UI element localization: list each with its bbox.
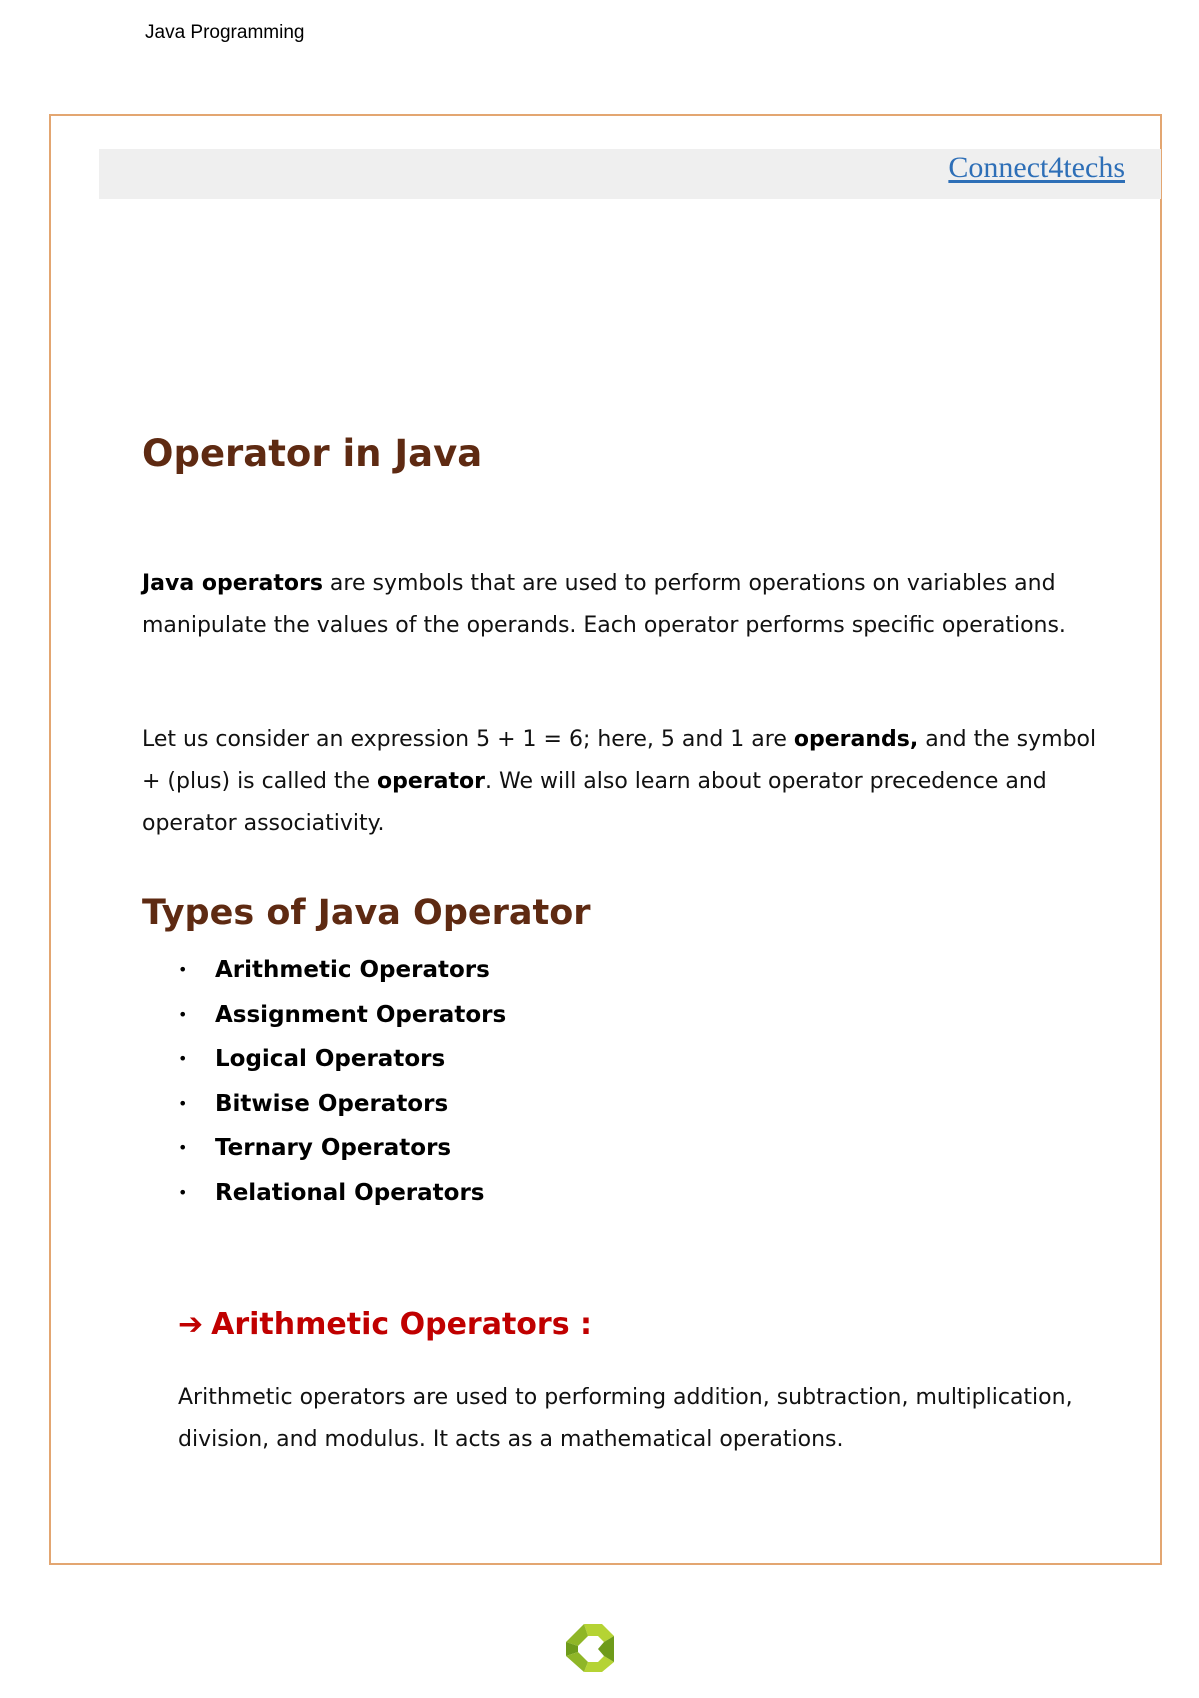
site-banner <box>99 149 1161 199</box>
bullet-icon: • <box>178 1182 188 1202</box>
list-item-label: Ternary Operators <box>215 1135 452 1162</box>
list-item-label: Bitwise Operators <box>215 1090 449 1117</box>
intro-paragraph <box>142 563 1102 647</box>
arithmetic-heading <box>178 1307 592 1342</box>
example-paragraph <box>142 719 1102 845</box>
intro-bold-lead: Java operators <box>142 571 323 596</box>
connect4techs-logo-icon <box>564 1622 616 1674</box>
list-item <box>178 1037 506 1082</box>
example-part1: Let us consider an expression 5 + 1 = 6; here, 5 and 1 are <box>142 727 794 752</box>
list-item-label: Assignment Operators <box>215 1001 507 1028</box>
running-header: Java Programming <box>145 22 305 43</box>
example-bold-operands: operands, <box>793 727 919 752</box>
bullet-icon: • <box>178 960 188 979</box>
bullet-icon: • <box>178 1004 188 1024</box>
list-item <box>178 1082 506 1127</box>
list-item <box>178 1171 506 1216</box>
list-item-label: Logical Operators <box>215 1046 446 1073</box>
list-item <box>178 993 506 1038</box>
operator-types-list <box>178 948 506 1216</box>
types-heading: Types of Java Operator <box>142 893 591 933</box>
list-item-label: Relational Operators <box>215 1179 485 1206</box>
bullet-icon: • <box>178 1049 188 1069</box>
example-part3: . We will also learn about operator precedence and operator associativity. <box>142 769 1047 836</box>
list-item <box>178 948 506 993</box>
bullet-icon: • <box>178 1093 188 1113</box>
right-arrow-icon: ➔ <box>178 1307 204 1342</box>
arithmetic-paragraph: Arithmetic operators are used to performing addition, subtraction, multiplication, division, and modulus. It acts as a mathematical operations. <box>178 1385 1073 1452</box>
example-part2: and the symbol + (plus) is called the <box>142 727 1097 794</box>
bullet-icon: • <box>178 1138 188 1158</box>
list-item-label: Arithmetic Operators <box>215 957 490 983</box>
list-item <box>178 1126 506 1171</box>
intro-text: are symbols that are used to perform operations on variables and manipulate the values of the operands. Each operator performs specific operations. <box>142 571 1066 638</box>
arithmetic-heading-text: Arithmetic Operators : <box>211 1307 592 1342</box>
example-bold-operator: operator <box>377 769 485 794</box>
page-title: Operator in Java <box>142 432 483 475</box>
site-link[interactable]: Connect4techs <box>948 151 1125 184</box>
